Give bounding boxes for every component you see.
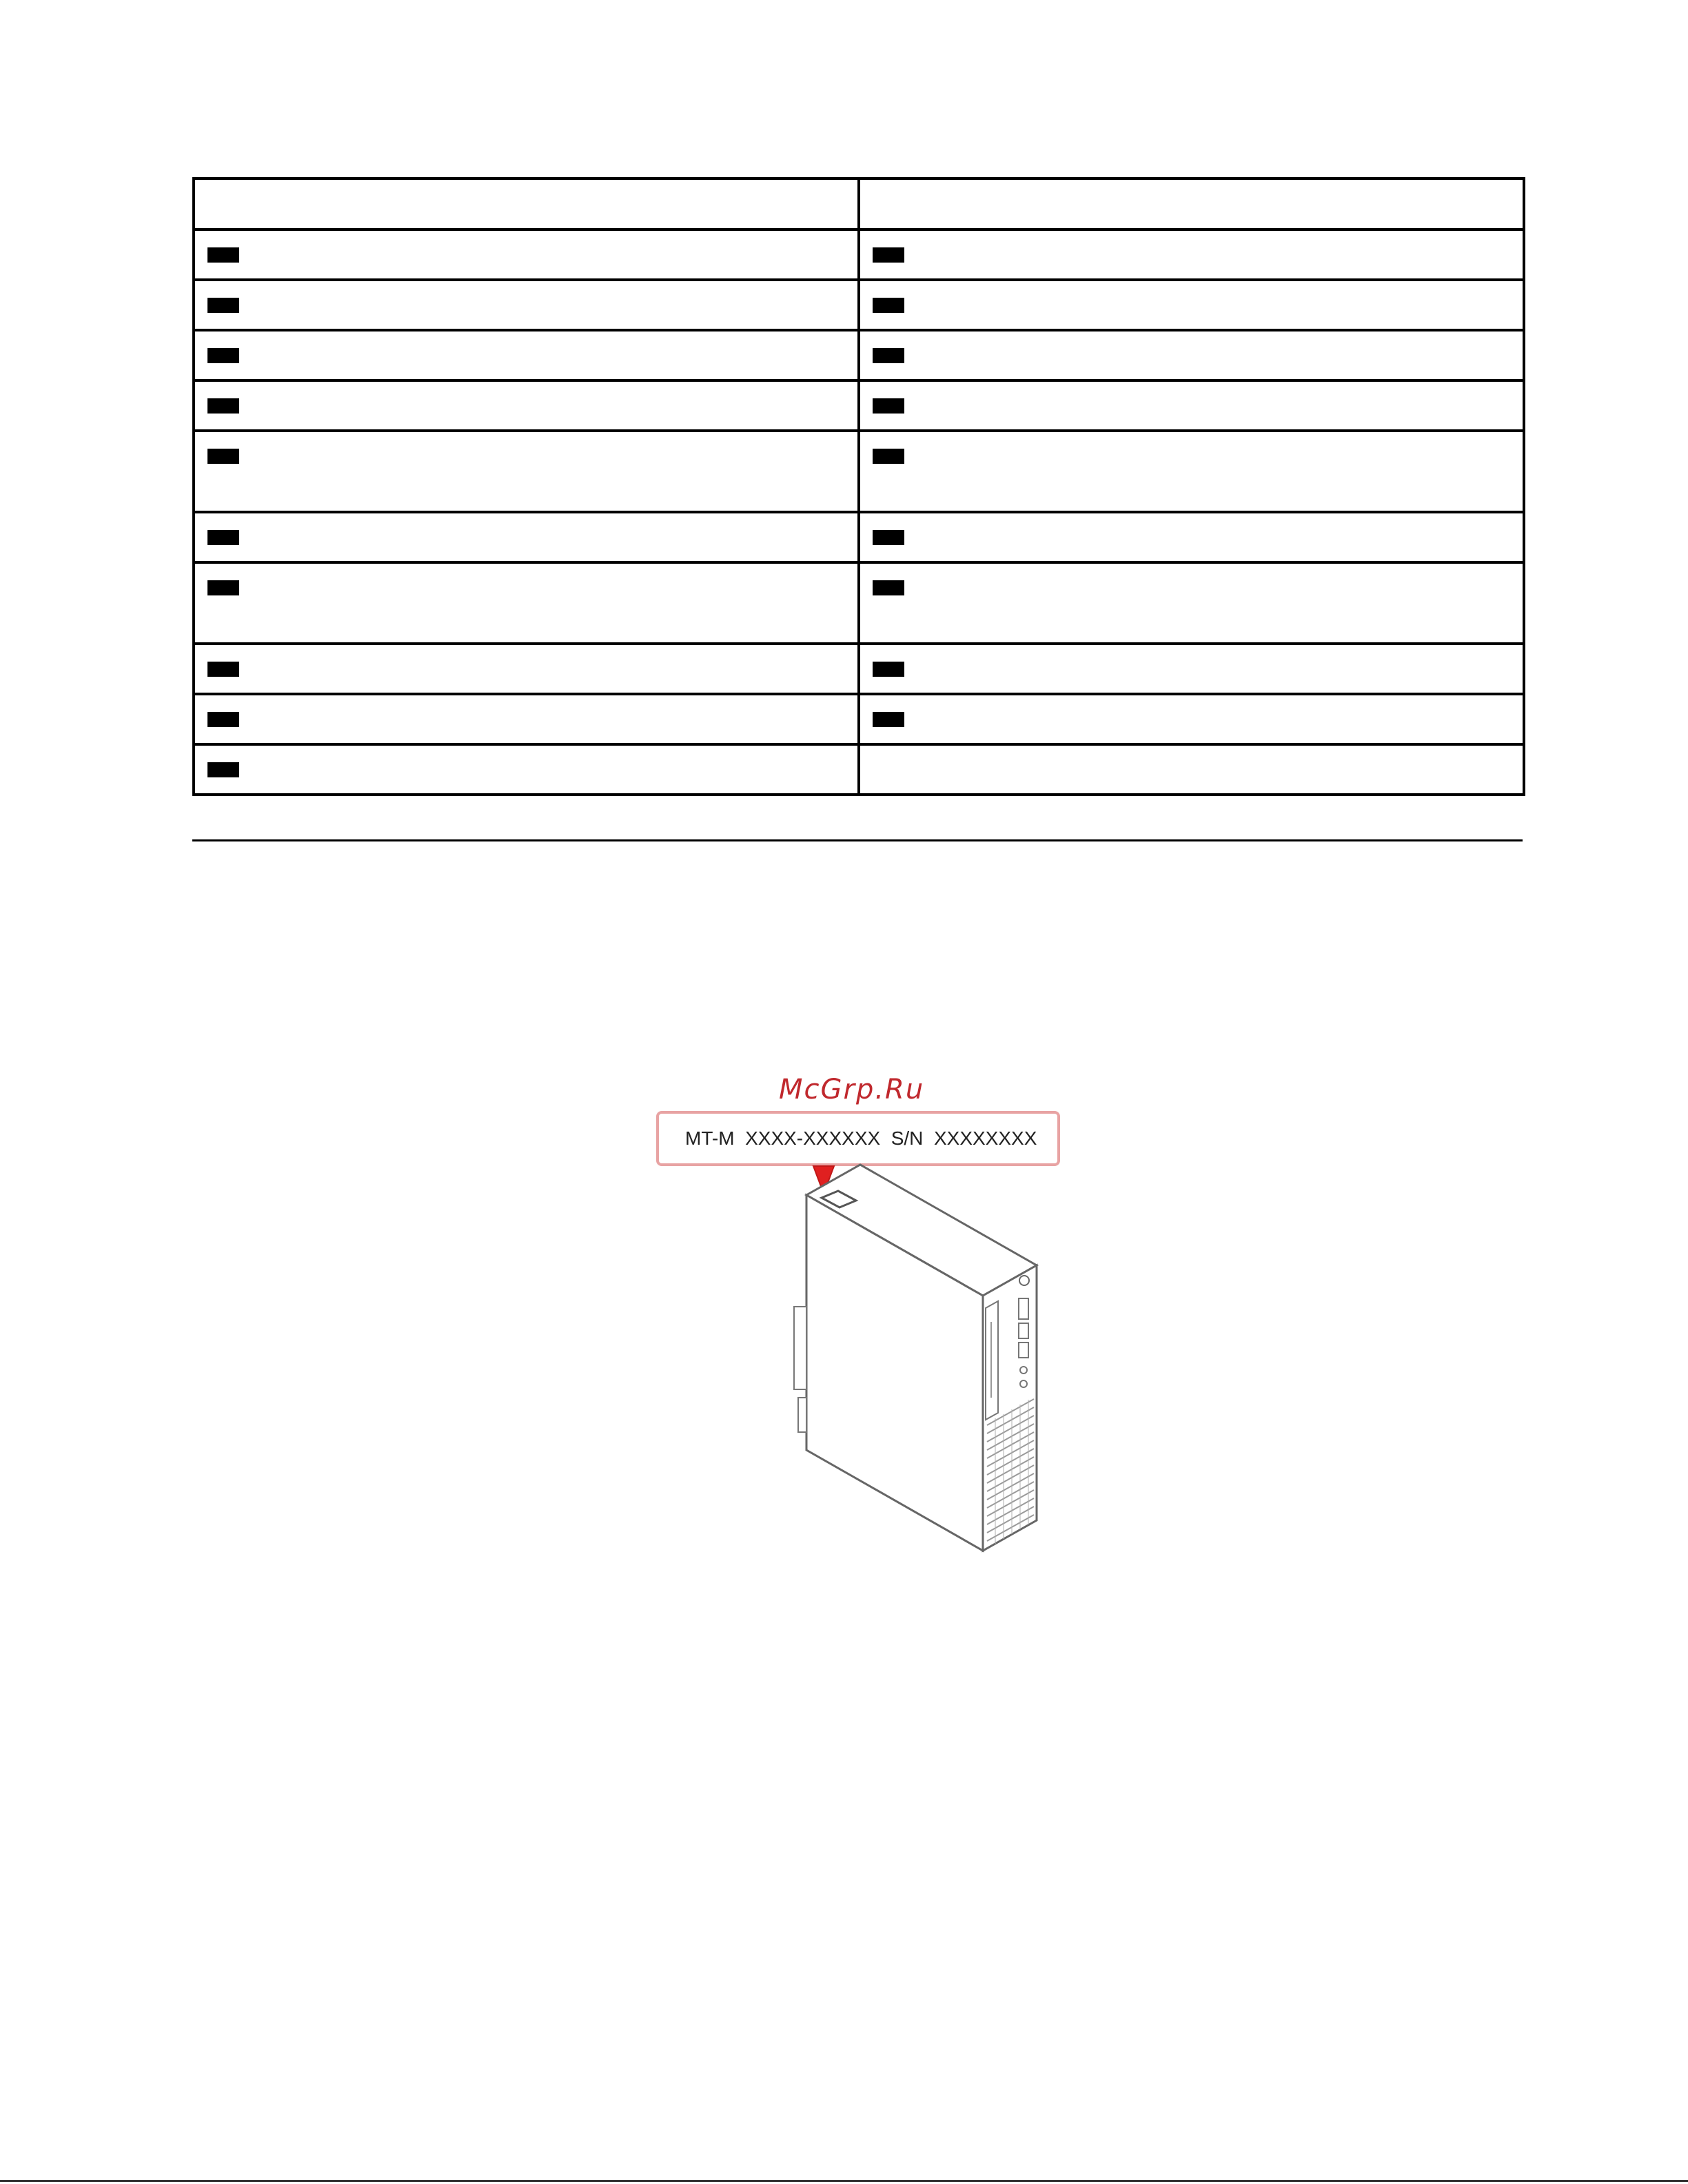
table-row — [194, 280, 1524, 330]
callout-number — [207, 762, 239, 777]
table-row — [194, 380, 1524, 431]
table-header-cell — [859, 178, 1524, 229]
table-cell-right — [859, 229, 1524, 280]
table-cell-left — [194, 694, 859, 744]
table-row — [194, 229, 1524, 280]
table-row — [194, 330, 1524, 380]
callout-number — [873, 530, 904, 545]
section-divider — [192, 839, 1523, 841]
callout-number — [207, 398, 239, 414]
table-cell-left — [194, 330, 859, 380]
table-cell-left — [194, 562, 859, 644]
callout-number — [207, 298, 239, 313]
footer-rule — [0, 2180, 1688, 2182]
table-header-cell — [194, 178, 859, 229]
callout-number — [873, 662, 904, 677]
table-cell-left — [194, 280, 859, 330]
callout-number — [873, 712, 904, 727]
table-cell-left — [194, 380, 859, 431]
table-row — [194, 512, 1524, 562]
table-header-row — [194, 178, 1524, 229]
table-cell-left — [194, 644, 859, 694]
table-cell-right — [859, 694, 1524, 744]
callout-number — [207, 580, 239, 595]
table-row — [194, 431, 1524, 512]
table-cell-right — [859, 644, 1524, 694]
callout-number — [207, 662, 239, 677]
table-cell-right — [859, 330, 1524, 380]
callout-number — [207, 247, 239, 263]
parts-table — [192, 177, 1525, 796]
table-cell-right — [859, 280, 1524, 330]
callout-number — [873, 247, 904, 263]
table-cell-left — [194, 431, 859, 512]
table-cell-right — [859, 512, 1524, 562]
table-row — [194, 644, 1524, 694]
table-cell-left — [194, 229, 859, 280]
callout-number — [873, 398, 904, 414]
callout-number — [873, 449, 904, 464]
callout-number — [873, 348, 904, 363]
machine-type-label: MT-M XXXX-XXXXXX S/N XXXXXXXX — [656, 1111, 1060, 1166]
watermark: McGrp.Ru — [779, 1074, 925, 1105]
table-row — [194, 562, 1524, 644]
table-cell-right — [859, 744, 1524, 795]
table-cell-right — [859, 562, 1524, 644]
callout-number — [207, 712, 239, 727]
table-row — [194, 744, 1524, 795]
table-cell-right — [859, 431, 1524, 512]
desktop-computer-icon — [786, 1163, 1061, 1577]
table-cell-right — [859, 380, 1524, 431]
callout-number — [207, 449, 239, 464]
table-row — [194, 694, 1524, 744]
callout-number — [207, 530, 239, 545]
callout-number — [873, 580, 904, 595]
callout-number — [873, 298, 904, 313]
callout-number — [207, 348, 239, 363]
table-cell-left — [194, 512, 859, 562]
table-cell-left — [194, 744, 859, 795]
